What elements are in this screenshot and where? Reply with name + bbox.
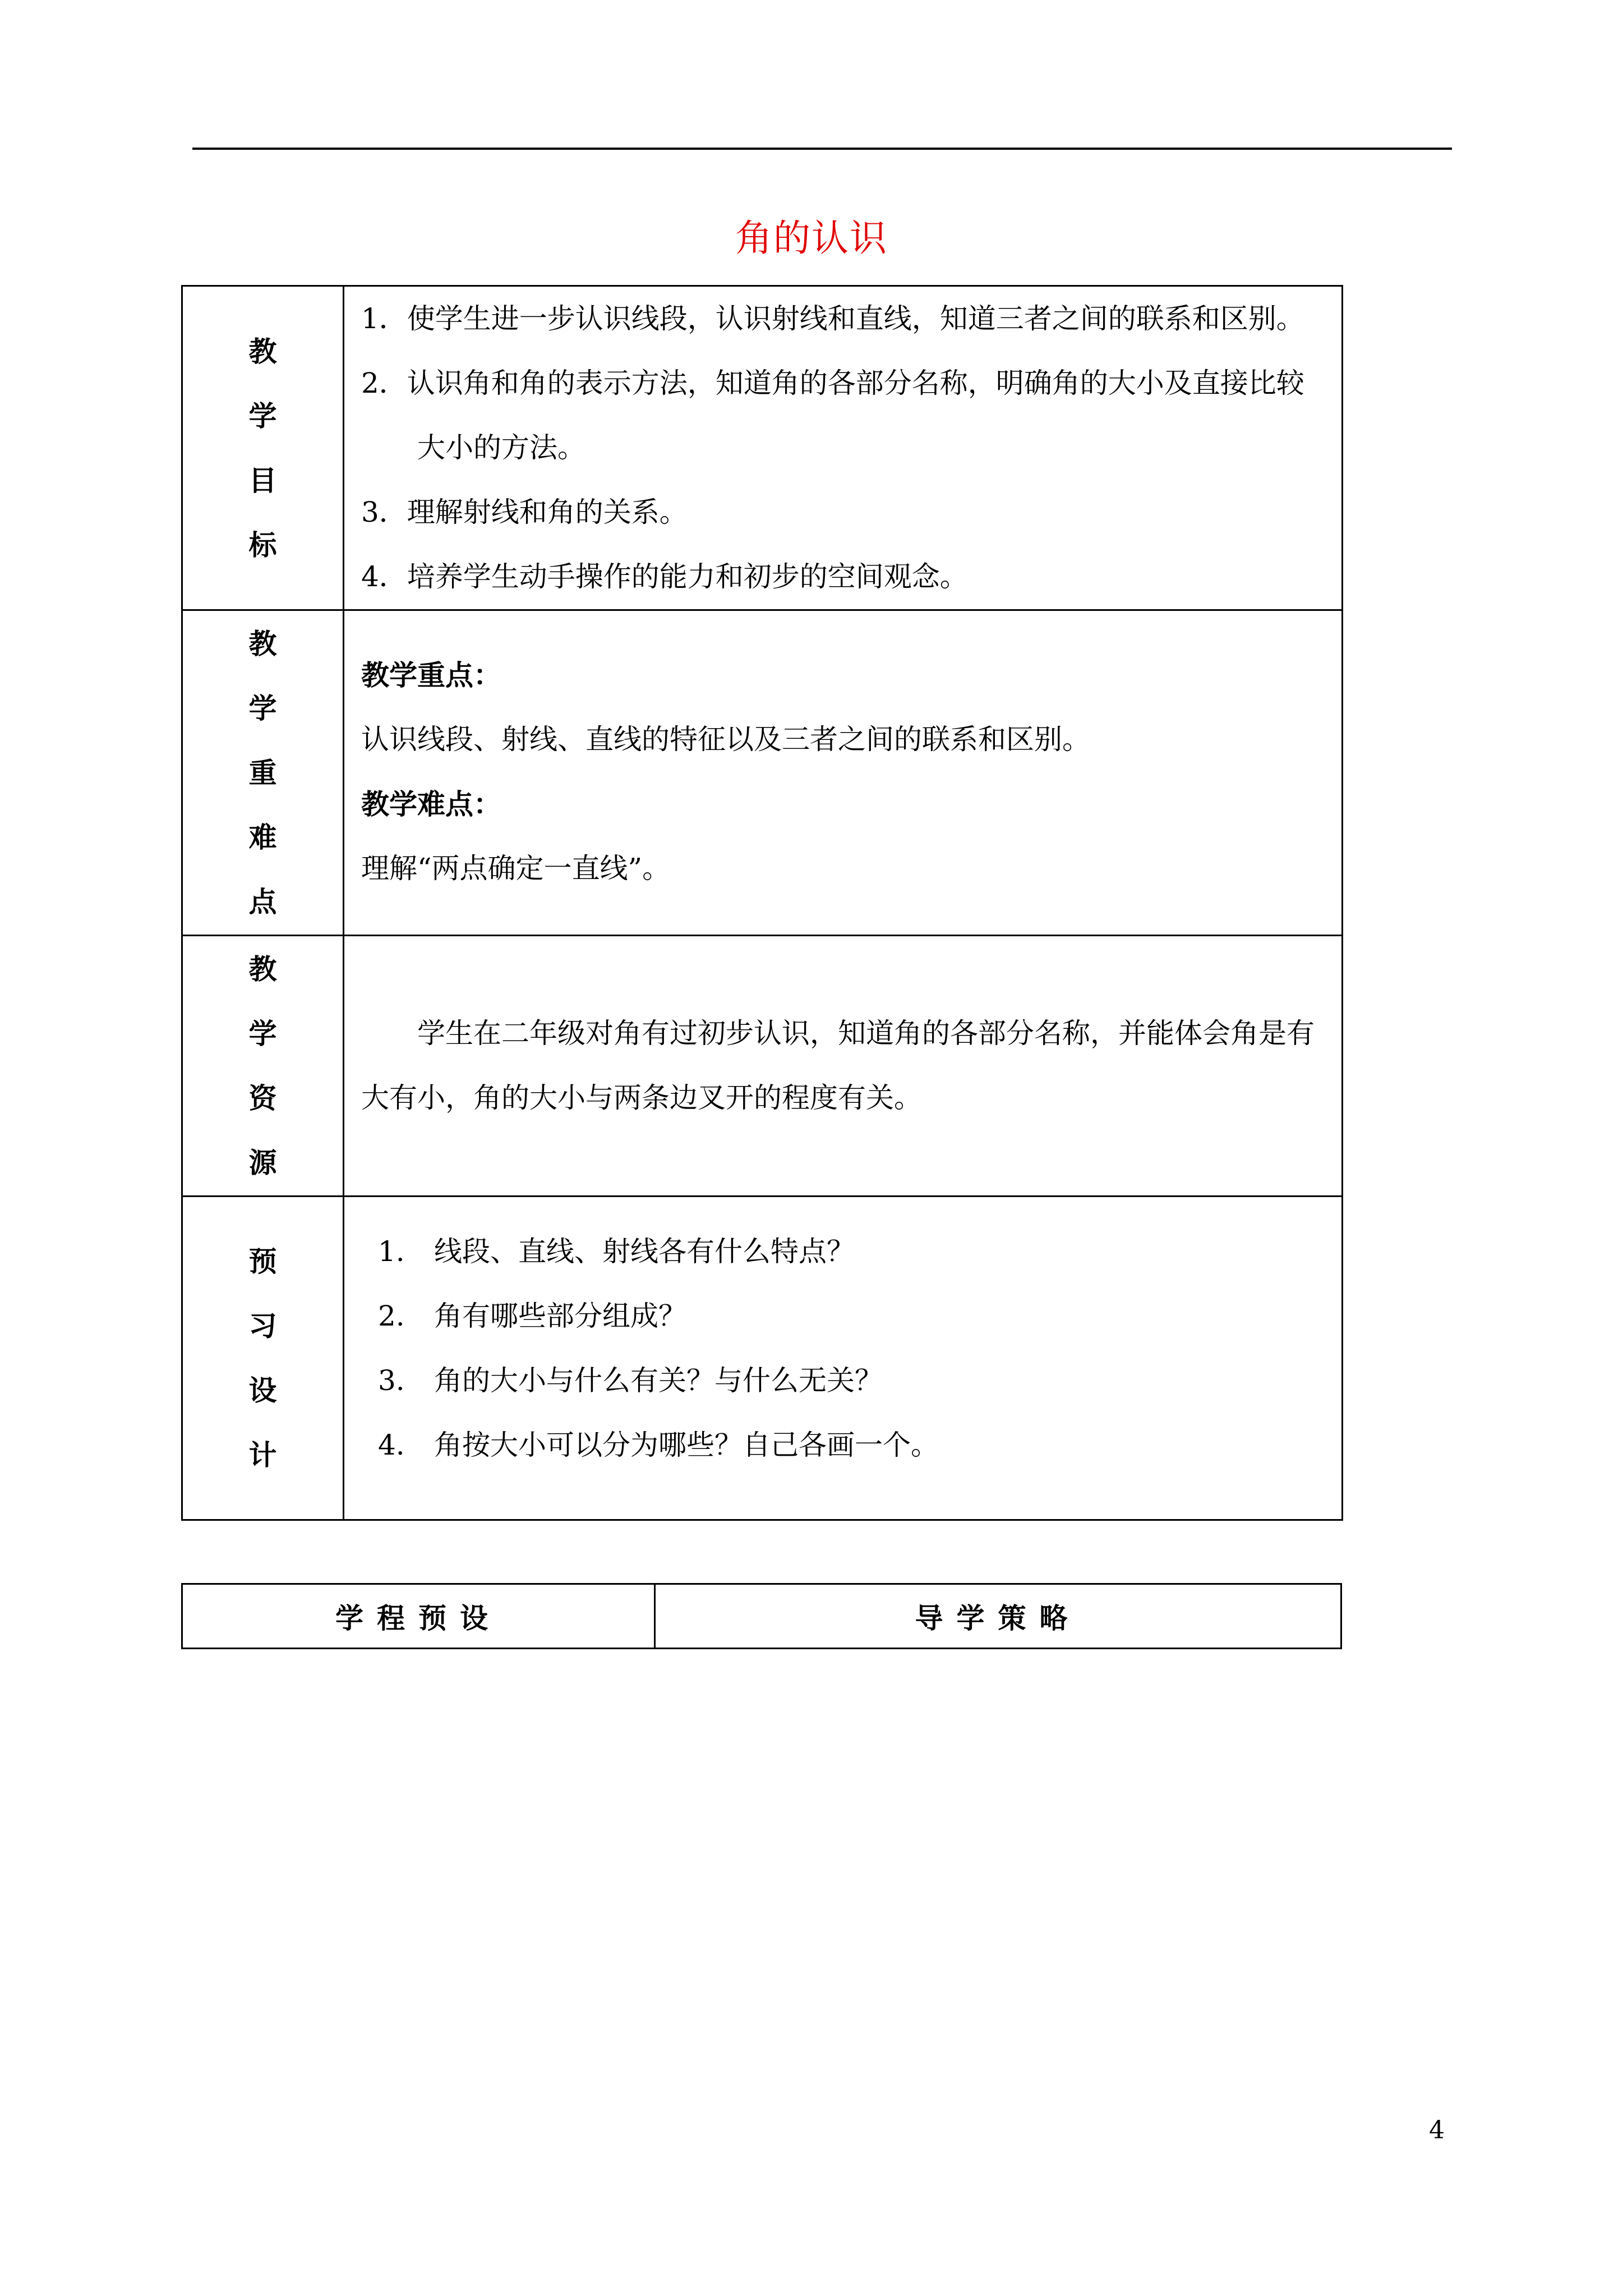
label-char: 目: [248, 463, 277, 497]
label-teaching-objectives: [182, 286, 344, 610]
row-teaching-objectives: [182, 286, 1343, 610]
label-teaching-resources: [182, 936, 344, 1197]
difficulty-text: 理解“两点确定一直线”。: [361, 852, 671, 885]
row-key-difficult-points: [182, 610, 1343, 936]
item-number: 4.: [378, 1429, 405, 1461]
list-item: [378, 1413, 1326, 1478]
preview-questions: [344, 1197, 1343, 1520]
list-item: [378, 1220, 1326, 1284]
objective-line: 大小的方法。: [417, 431, 585, 464]
item-text: 角的大小与什么有关？与什么无关？: [434, 1364, 883, 1397]
label-char: 资: [248, 1082, 277, 1115]
objective-line: 3．理解射线和角的关系。: [361, 496, 688, 528]
item-number: 2.: [378, 1300, 405, 1332]
resources-paragraph-line: 学生在二年级对角有过初步认识，知道角的各部分名称，并能体会角是有: [417, 1017, 1315, 1050]
label-char: 源: [248, 1146, 277, 1179]
focus-text: 认识线段、射线、直线的特征以及三者之间的联系和区别。: [361, 723, 1090, 756]
label-key-difficult-points: [182, 610, 344, 936]
label-char: 教: [248, 953, 277, 986]
label-char: 学: [248, 1017, 277, 1050]
label-char: 标: [248, 528, 277, 562]
objectives-content: [344, 286, 1343, 610]
resources-paragraph-line: 大有小，角的大小与两条边叉开的程度有关。: [361, 1082, 922, 1114]
label-preview-design: [182, 1197, 344, 1520]
process-strategy-table: [181, 1583, 1342, 1649]
header-rule: [192, 148, 1452, 150]
row-preview-design: [182, 1197, 1343, 1520]
objective-line: 1．使学生进一步认识线段，认识射线和直线，知道三者之间的联系和区别。: [361, 302, 1304, 335]
table-header-row: [182, 1584, 1341, 1649]
objective-line: 4．培养学生动手操作的能力和初步的空间观念。: [361, 560, 968, 593]
objective-line: 2．认识角和角的表示方法，知道角的各部分名称，明确角的大小及直接比较: [361, 367, 1304, 399]
item-text: 角有哪些部分组成？: [434, 1300, 686, 1332]
label-char: 教: [248, 627, 277, 660]
label-char: 点: [248, 885, 277, 918]
lesson-plan-table: [181, 285, 1343, 1521]
item-number: 1.: [378, 1235, 405, 1268]
label-char: 计: [248, 1438, 277, 1471]
difficulty-heading: 教学难点：: [361, 788, 501, 821]
list-item: [378, 1284, 1326, 1349]
page-number: 4: [1429, 2116, 1445, 2145]
label-char: 学: [248, 399, 277, 432]
label-char: 重: [248, 756, 277, 789]
item-text: 线段、直线、射线各有什么特点？: [434, 1235, 855, 1268]
header-learning-process: 学程预设: [182, 1584, 655, 1649]
label-char: 设: [248, 1374, 277, 1407]
label-char: 学: [248, 692, 277, 725]
header-guiding-strategy: 导学策略: [655, 1584, 1341, 1649]
key-points-content: [344, 610, 1343, 936]
focus-heading: 教学重点：: [361, 659, 501, 692]
item-text: 角按大小可以分为哪些？自己各画一个。: [434, 1429, 939, 1461]
item-number: 3.: [378, 1364, 405, 1397]
page-title: 角的认识: [735, 217, 888, 260]
label-char: 习: [248, 1309, 277, 1342]
label-char: 难: [248, 821, 277, 854]
row-teaching-resources: [182, 936, 1343, 1197]
resources-content: [344, 936, 1343, 1197]
label-char: 预: [248, 1245, 277, 1278]
list-item: [378, 1349, 1326, 1413]
label-char: 教: [248, 334, 277, 368]
